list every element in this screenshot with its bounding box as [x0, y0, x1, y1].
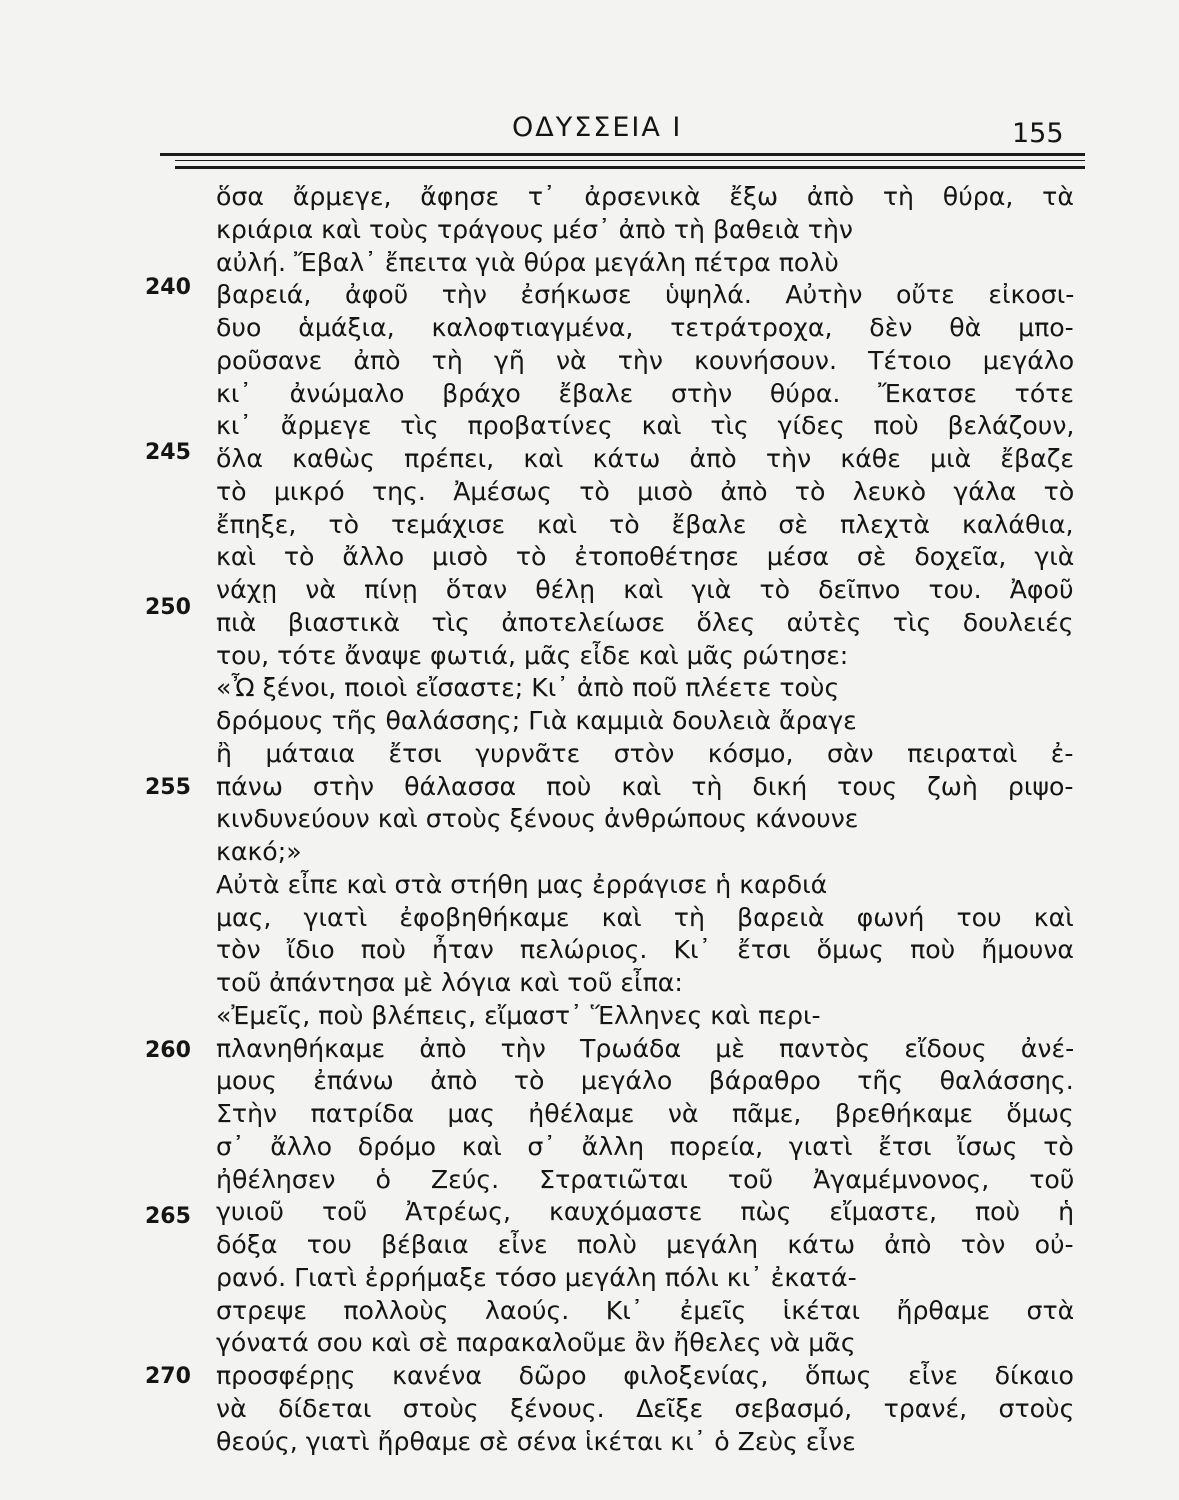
text-line: θεούς, γιατὶ ἤρθαμε σὲ σένα ἱκέται κι᾽ ὁ Ζεὺς εἶνε — [216, 1426, 856, 1456]
line-number: 265 — [145, 1204, 191, 1229]
header-rule-thick — [160, 153, 1085, 156]
text-line: σ᾽ ἄλλο δρόμο καὶ σ᾽ ἄλλη πορεία, γιατὶ ἔτσι ἴσως τὸ — [216, 1131, 1074, 1161]
text-line: δόξα του βέβαια εἶνε πολὺ μεγάλη κάτω ἀπὸ τὸν οὐ- — [216, 1230, 1074, 1259]
text-line: ἔπηξε, τὸ τεμάχισε καὶ τὸ ἔβαλε σὲ πλεχτὰ καλάθια, — [216, 509, 1074, 539]
header-rule-thin — [175, 160, 1085, 161]
text-line: γυιοῦ τοῦ Ἀτρέως, καυχόμαστε πὼς εἴμαστε, ποὺ ἡ — [216, 1197, 1075, 1227]
running-title: ΟΔΥΣΣΕΙΑ Ι — [512, 112, 683, 143]
line-number: 240 — [145, 275, 191, 300]
text-line: ροῦσανε ἀπὸ τὴ γῆ νὰ τὴν κουνήσουν. Τέτοιο μεγάλο — [216, 345, 1075, 375]
text-line: προσφέρῃς κανένα δῶρο φιλοξενίας, ὅπως εἶνε δίκαιο — [216, 1361, 1074, 1390]
text-line: ὅσα ἄρμεγε, ἄφησε τ᾽ ἀρσενικὰ ἔξω ἀπὸ τὴ θύρα, τὰ — [216, 182, 1074, 211]
text-line: κινδυνεύουν καὶ στοὺς ξένους ἀνθρώπους κάνουνε — [216, 804, 859, 834]
text-line: «Ὦ ξένοι, ποιοὶ εἴσαστε; Κι᾽ ἀπὸ ποῦ πλέετε τοὺς — [216, 673, 840, 703]
text-line: κι᾽ ἄρμεγε τὶς προβατίνες καὶ τὶς γίδες ποὺ βελάζουν, — [216, 411, 1075, 441]
page-header — [0, 112, 1179, 152]
page-number: 155 — [1012, 118, 1064, 149]
text-line: τοῦ ἀπάντησα μὲ λόγια καὶ τοῦ εἶπα: — [216, 968, 683, 997]
line-number: 245 — [145, 440, 191, 465]
text-line: ὅλα καθὼς πρέπει, καὶ κάτω ἀπὸ τὴν κάθε μιὰ ἔβαζε — [216, 444, 1075, 473]
line-number: 270 — [145, 1364, 191, 1389]
text-line: του, τότε ἄναψε φωτιά, μᾶς εἶδε καὶ μᾶς ρώτησε: — [216, 640, 849, 670]
header-rule-bottom — [175, 166, 1085, 169]
line-number: 255 — [145, 775, 191, 800]
text-line: νάχῃ νὰ πίνῃ ὅταν θέλῃ καὶ γιὰ τὸ δεῖπνο του. Ἀφοῦ — [216, 575, 1074, 604]
text-line: κριάρια καὶ τοὺς τράγους μέσ᾽ ἀπὸ τὴ βαθειὰ τὴν — [216, 214, 853, 244]
line-number: 250 — [145, 595, 191, 620]
text-line: ἢ μάταια ἔτσι γυρνᾶτε στὸν κόσμο, σὰν πειραταὶ ἐ- — [216, 738, 1074, 768]
text-line: δυο ἁμάξια, καλοφτιαγμένα, τετράτροχα, δὲν θὰ μπο- — [216, 313, 1074, 342]
text-line: καὶ τὸ ἄλλο μισὸ τὸ ἐτοποθέτησε μέσα σὲ δοχεῖα, γιὰ — [216, 542, 1075, 572]
text-line: πάνω στὴν θάλασσα ποὺ καὶ τὴ δική τους ζωὴ ριψο- — [216, 771, 1074, 801]
text-line: στρεψε πολλοὺς λαούς. Κι᾽ ἐμεῖς ἱκέται ἤρθαμε στὰ — [216, 1295, 1075, 1325]
line-number: 260 — [145, 1038, 191, 1063]
text-line: τὸν ἴδιο ποὺ ἦταν πελώριος. Κι᾽ ἔτσι ὅμως ποὺ ἤμουνα — [216, 935, 1074, 965]
text-line: πιὰ βιαστικὰ τὶς ἀποτελείωσε ὅλες αὐτὲς τὶς δουλειές — [216, 607, 1074, 637]
text-line: πλανηθήκαμε ἀπὸ τὴν Τρωάδα μὲ παντὸς εἴδους ἀνέ- — [216, 1033, 1075, 1063]
text-line: τὸ μικρό της. Ἀμέσως τὸ μισὸ ἀπὸ τὸ λευκὸ γάλα τὸ — [216, 476, 1075, 506]
text-line: «Ἐμεῖς, ποὺ βλέπεις, εἴμαστ᾽ Ἕλληνες καὶ περι- — [216, 1000, 821, 1030]
text-line: Στὴν πατρίδα μας ἠθέλαμε νὰ πᾶμε, βρεθήκαμε ὅμως — [216, 1099, 1074, 1128]
text-line: κακό;» — [216, 837, 302, 866]
text-line: αὐλή. Ἔβαλ᾽ ἔπειτα γιὰ θύρα μεγάλη πέτρα πολὺ — [216, 247, 839, 277]
text-line: μας, γιατὶ ἐφοβηθήκαμε καὶ τὴ βαρειὰ φωνή του καὶ — [216, 902, 1074, 932]
text-line: δρόμους τῆς θαλάσσης; Γιὰ καμμιὰ δουλειὰ ἄραγε — [216, 706, 857, 735]
text-line: νὰ δίδεται στοὺς ξένους. Δεῖξε σεβασμό, τρανέ, στοὺς — [216, 1393, 1075, 1423]
text-line: γόνατά σου καὶ σὲ παρακαλοῦμε ἂν ἤθελες νὰ μᾶς — [216, 1328, 856, 1358]
text-line: ἠθέλησεν ὁ Ζεύς. Στρατιῶται τοῦ Ἀγαμέμνονος, τοῦ — [216, 1164, 1075, 1194]
text-line: Αὐτὰ εἶπε καὶ στὰ στήθη μας ἐρράγισε ἡ καρδιά — [216, 869, 828, 899]
text-line: κι᾽ ἀνώμαλο βράχο ἔβαλε στὴν θύρα. Ἔκατσε τότε — [216, 378, 1075, 408]
text-line: βαρειά, ἀφοῦ τὴν ἐσήκωσε ὑψηλά. Αὐτὴν οὔτε εἰκοσι- — [216, 280, 1075, 310]
text-line: μους ἐπάνω ἀπὸ τὸ μεγάλο βάραθρο τῆς θαλάσσης. — [216, 1066, 1074, 1096]
text-line: ρανό. Γιατὶ ἐρρήμαξε τόσο μεγάλη πόλι κι᾽ ἐκατά- — [216, 1262, 857, 1292]
